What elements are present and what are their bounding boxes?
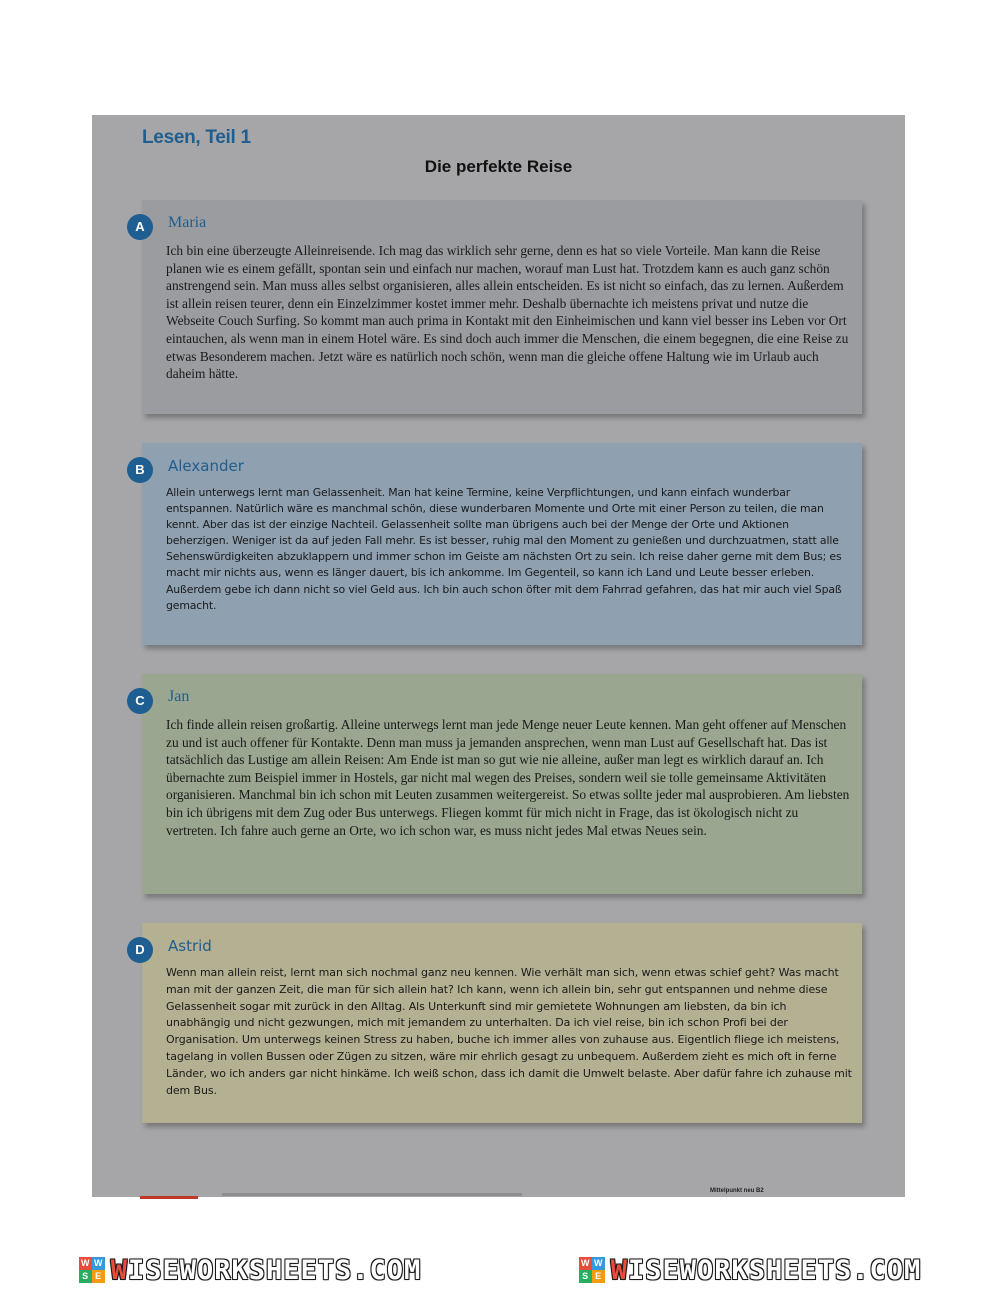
wiseworksheets-logo-icon: W W S E [579, 1257, 605, 1283]
text-box-c [135, 674, 862, 894]
text-box-b [135, 443, 862, 645]
badge-c: C [127, 688, 153, 714]
person-name: Astrid [168, 937, 212, 955]
text-body: Ich bin eine überzeugte Alleinreisende. Ich mag das wirklich sehr gerne, denn es hat so viele Vorteile. Man kann die Reise planen wie es einem gefällt, spontan sein und einfach nur machen, worauf man Lust hat. Trotzdem kann es auch ganz schön anstrengend sein. Man muss alles selbst organisieren, alles allein entscheiden. Es ist nicht so einfach, das zu lernen. Außerdem ist allein reisen teurer, denn ein Einzelzimmer kostet immer mehr. Deshalb übernachte ich meistens privat und nutze die Webseite Couch Surfing. So kommt man auch prima in Kontakt mit den Einheimischen und kann viel besser ins Leben vor Ort eintauchen, als wenn man in einem Hotel wäre. Es sind doch auch immer die Menschen, die einem begegnen, die eine Reise zu etwas Besonderem machen. Jetzt wäre es natürlich noch schön, wenn man die gleiche offene Haltung wie im Urlaub auch daheim hätte. [166, 243, 849, 382]
page-title: Die perfekte Reise [424, 157, 573, 176]
watermark-banner [0, 1252, 1000, 1288]
text-box-a [135, 200, 862, 414]
person-name: Jan [168, 688, 190, 705]
person-name: Maria [168, 214, 207, 231]
watermark-text: WISEWORKSHEETS.COM [110, 1254, 422, 1286]
text-body: Wenn man allein reist, lernt man sich nochmal ganz neu kennen. Wie verhält man sich, wenn etwas schief geht? Was macht man mit der ganzen Zeit, die man für sich allein hat? Ich kann, wenn ich allein bin, sehr gut entspannen und nehme diese Gelassenheit sogar mit zurück in den Alltag. Als Unterkunft sind mir gemietete Wohnungen am liebsten, da bin ich unabhängig und nicht gezwungen, mich mit jemandem zu unterhalten. Da ich viel reise, bin ich schon Profi bei der Organisation. Um unterwegs keinen Stress zu haben, buche ich immer alles von zuhause aus. Eigentlich fliege ich meistens, tagelang in vollen Bussen oder Zügen zu sitzen, wäre mir ehrlich gesagt zu unbequem. Außerdem zieht es mich oft in ferne Länder, wo ich anders gar nicht hinkäme. Ich weiß schon, dass ich damit die Umwelt belaste. Aber dafür fahre ich zuhause mit dem Bus. [166, 966, 852, 1097]
badge-a: A [127, 214, 153, 240]
badge-d: D [127, 937, 153, 963]
watermark-text: WISEWORKSHEETS.COM [610, 1254, 922, 1286]
footer-brand: Mittelpunkt neu B2 [710, 1188, 764, 1194]
watermark-item [579, 1255, 922, 1286]
text-body: Allein unterwegs lernt man Gelassenheit. Man hat keine Termine, keine Verpflichtungen, und kann einfach wunderbar entspannen. Natürlich wäre es manchmal schön, diese wunderbaren Momente und Orte mit einer Person zu teilen, die man kennt. Aber das ist der einzige Nachteil. Gelassenheit sollte man übrigens auch bei der Menge der Orte und Aktionen beherzigen. Weniger ist da auf jeden Fall mehr. Es ist besser, ruhig mal den Moment zu genießen und durchzuatmen, statt alle Sehenswürdigkeiten abzuklappern und immer schon im Geiste am nächsten Ort zu sein. Ich reise daher gerne mit dem Bus; es macht mir nichts aus, wenn es länger dauert, bis ich ankomme. Im Gegenteil, so kann ich Land und Leute besser erleben. Außerdem gebe ich dann nicht so viel Geld aus. Ich bin auch schon öfter mit dem Fahrrad gefahren, das hat mir auch viel Spaß gemacht. [166, 486, 842, 612]
footer-accent-bar [140, 1196, 198, 1199]
badge-b: B [127, 457, 153, 483]
person-name: Alexander [168, 457, 244, 475]
watermark-item [79, 1255, 422, 1286]
wiseworksheets-logo-icon: W W S E [79, 1257, 105, 1283]
worksheet-page [92, 115, 905, 1197]
section-title: Lesen, Teil 1 [142, 127, 251, 148]
text-body: Ich finde allein reisen großartig. Alleine unterwegs lernt man jede Menge neuer Leute kennen. Man geht offener auf Menschen zu und ist auch offener für Kontakte. Denn man muss ja jemanden ansprechen, wenn man Lust auf Gesellschaft hat. Das ist tatsächlich das Lustige am allein Reisen: Am Ende ist man so gut wie nie alleine, außer man legt es wirklich darauf an. Ich übernachte zum Beispiel immer in Hostels, gar nicht mal wegen des Preises, sondern weil sie tolle gemeinsame Aktivitäten organisieren. Manchmal bin ich schon mit Leuten zusammen weitergereist. So etwas sollte jeder mal ausprobieren. Am liebsten bin ich übrigens mit dem Zug oder Bus unterwegs. Fliegen kommt für mich nicht in Frage, das ist ökologisch nicht zu vertreten. Ich fahre auch gerne an Orte, wo ich schon war, es muss nicht jedes Mal etwas Neues sein. [166, 717, 850, 838]
text-box-d [135, 923, 862, 1123]
footer-fine-print [222, 1193, 522, 1196]
